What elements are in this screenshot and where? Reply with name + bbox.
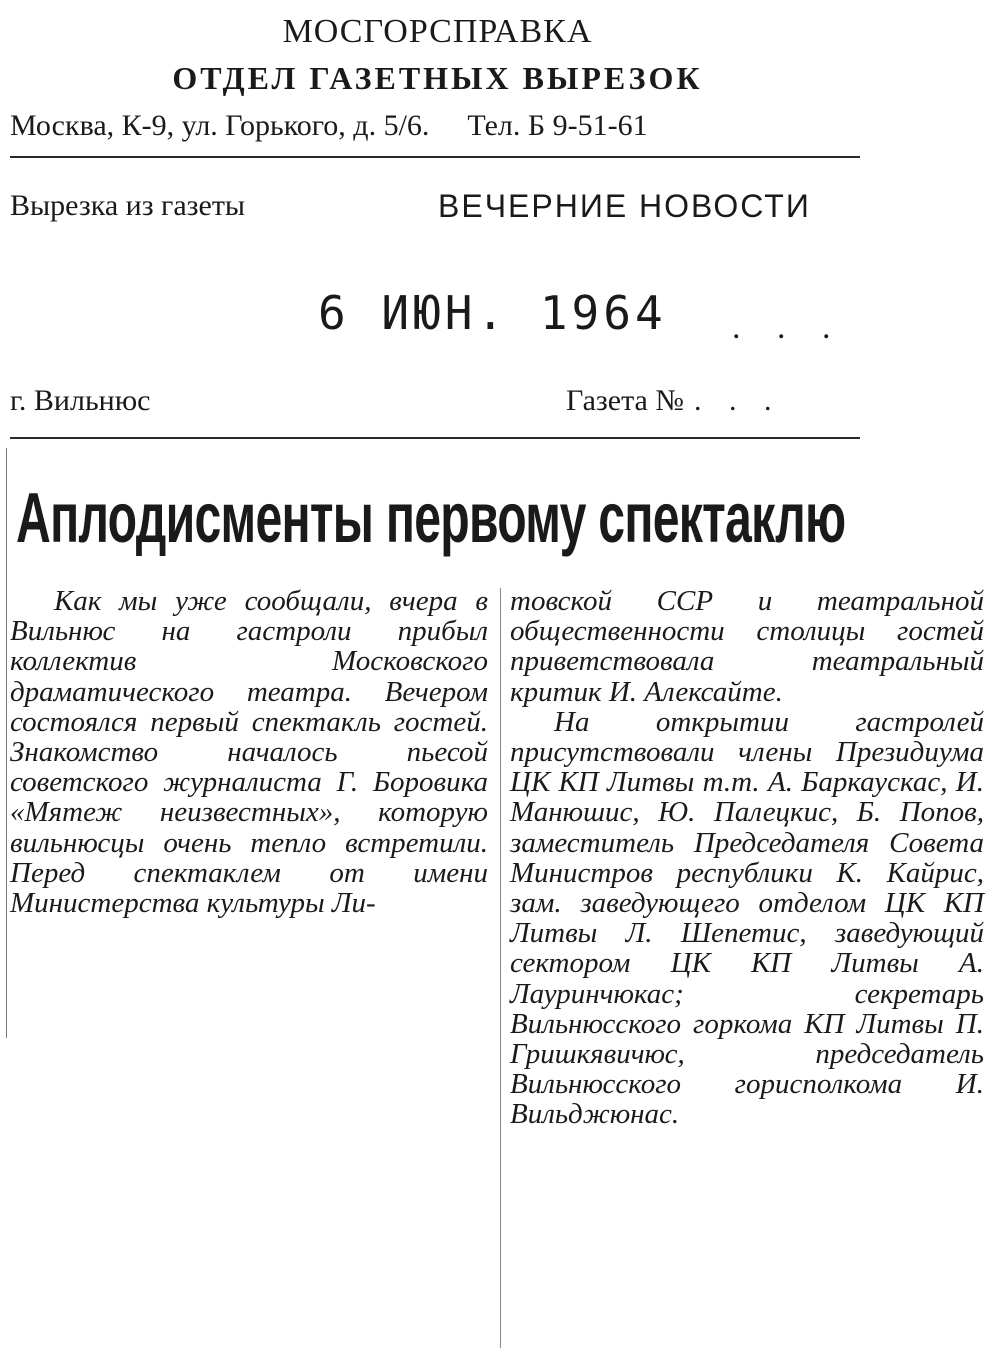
clipping-divider	[10, 437, 860, 439]
issue-number-label	[566, 383, 782, 419]
article-paragraph: товской ССР и театральной общественности столицы гостей приветствовала театральный критик И. Алексайте.	[510, 585, 984, 708]
date-stamp-dots: . . .	[732, 309, 845, 346]
phone-number: Тел. Б 9-51-61	[467, 109, 648, 142]
organization-name: МОСГОРСПРАВКА	[282, 13, 593, 50]
address-line	[10, 108, 648, 144]
article-paragraph: Как мы уже сообщали, вчера в Вильнюс на гастроли прибыл коллектив Московского драматического театра. Вечером состоялся первый спектакль гостей. Знакомство началось пьесой советского журналиста Г. Боровика «Мятеж неизвестных», которую вильнюсцы очень тепло встретили. Перед спектаклем от имени Министерства культуры Ли-	[10, 585, 488, 920]
header-divider	[10, 156, 860, 158]
issue-number-dots: . . .	[694, 384, 782, 417]
article-headline: Аплодисменты первому спектаклю	[16, 477, 846, 557]
article-paragraph: На открытии гастролей присутствовали члены Президиума ЦК КП Литвы т.т. А. Баркаускас, И. Манюшис, Ю. Палецкис, Б. Попов, заместитель Председателя Совета Министров республики К. Кайрис, зам. заведующего отделом ЦК КП Литвы Л. Шепетис, заведующий сектором ЦК КП Литвы А. Лауринчюкас; секретарь Вильнюсского горкома КП Литвы П. Гришкявичюс, председатель Вильнюсского горисполкома И. Вильджюнас.	[510, 705, 984, 1131]
source-label: Вырезка из газеты	[10, 189, 246, 222]
city-label: г. Вильнюс	[10, 384, 151, 417]
article-column-right	[510, 586, 984, 1130]
department-name: ОТДЕЛ ГАЗЕТНЫХ ВЫРЕЗОК	[172, 60, 703, 96]
article-column-left	[10, 586, 488, 918]
date-stamp: 6 ИЮН. 1964	[318, 286, 667, 340]
address: Москва, К-9, ул. Горького, д. 5/6.	[10, 109, 430, 142]
column-divider	[500, 588, 501, 1348]
clipping-edge-line	[6, 448, 7, 1038]
newspaper-name: ВЕЧЕРНИЕ НОВОСТИ	[438, 188, 811, 224]
issue-label-text: Газета №	[566, 384, 684, 417]
